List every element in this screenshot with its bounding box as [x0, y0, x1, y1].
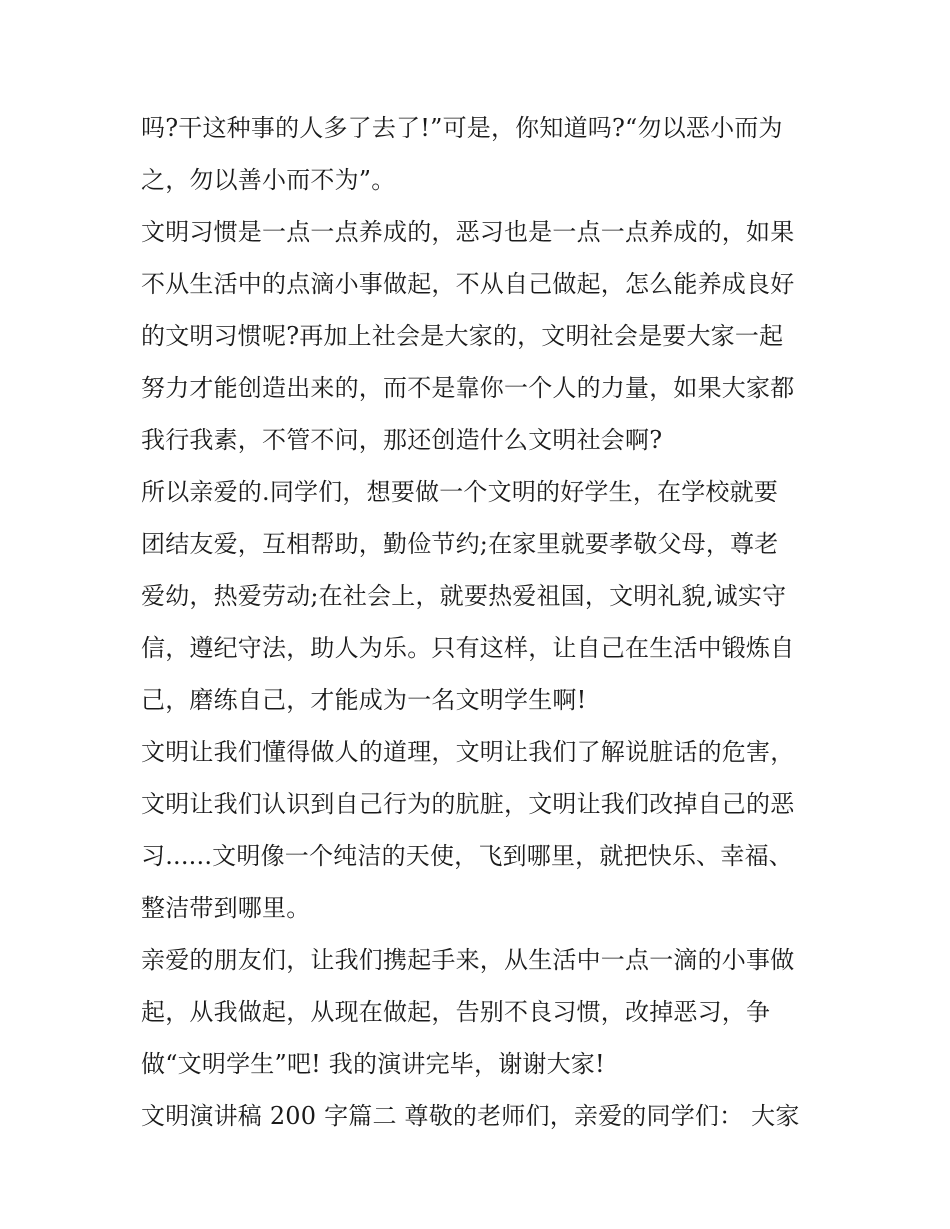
text-line: 所以亲爱的.同学们，想要做一个文明的好学生，在学校就要 [141, 478, 779, 506]
text-line: 不从生活中的点滴小事做起，不从自己做起，怎么能养成良好 [141, 270, 795, 298]
text-line: 信，遵纪守法，助人为乐。只有这样，让自己在生活中锻炼自 [141, 634, 795, 662]
text-line: 亲爱的朋友们，让我们携起手来，从生活中一点一滴的小事做 [141, 946, 795, 974]
text-line: 团结友爱，互相帮助，勤俭节约;在家里就要孝敬父母，尊老 [141, 530, 779, 558]
text-line: 文明让我们懂得做人的道理，文明让我们了解说脏话的危害， [141, 738, 795, 766]
text-line: 努力才能创造出来的，而不是靠你一个人的力量，如果大家都 [141, 374, 795, 402]
text-line: 的文明习惯呢?再加上社会是大家的，文明社会是要大家一起 [141, 322, 784, 350]
text-line: 爱幼，热爱劳动;在社会上，就要热爱祖国，文明礼貌,诚实守 [141, 582, 787, 610]
text-line: 习......文明像一个纯洁的天使，飞到哪里，就把快乐、幸福、 [141, 842, 793, 870]
text-line: 文明让我们认识到自己行为的肮脏，文明让我们改掉自己的恶 [141, 790, 795, 818]
text-line: 我行我素，不管不问，那还创造什么文明社会啊? [141, 426, 663, 454]
body-text [141, 102, 821, 1142]
text-line: 吗?干这种事的人多了去了!”可是，你知道吗?“勿以恶小而为 [141, 114, 783, 142]
text-line: 做“文明学生”吧! 我的演讲完毕，谢谢大家! [141, 1050, 605, 1078]
text-line: 文明习惯是一点一点养成的，恶习也是一点一点养成的，如果 [141, 218, 795, 246]
text-line: 起，从我做起，从现在做起，告别不良习惯，改掉恶习，争 [141, 998, 771, 1026]
text-line: 之，勿以善小而不为”。 [141, 166, 396, 194]
text-line: 文明演讲稿 200 字篇二 尊敬的老师们，亲爱的同学们： 大家 [141, 1102, 800, 1130]
text-line: 整洁带到哪里。 [141, 894, 311, 922]
text-line: 己，磨练自己，才能成为一名文明学生啊! [141, 686, 587, 714]
